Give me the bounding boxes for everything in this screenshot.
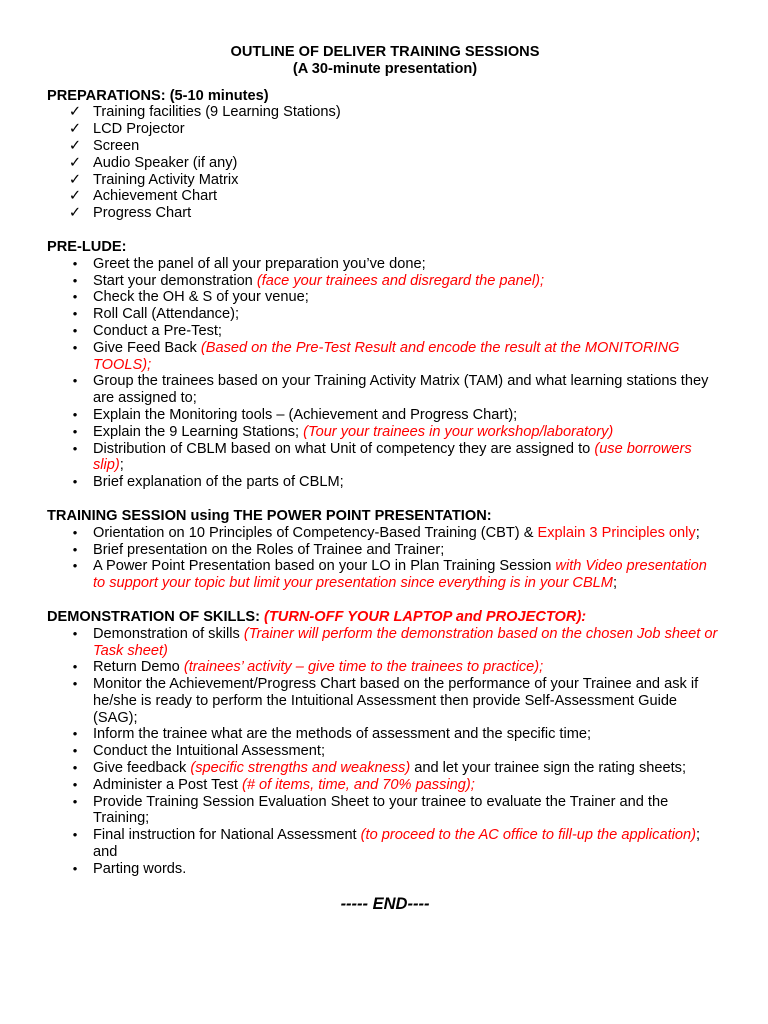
bullet-icon: • bbox=[72, 406, 78, 422]
bullet-icon: • bbox=[72, 827, 78, 843]
list-item-suffix: ; bbox=[119, 457, 124, 474]
list-item bbox=[47, 323, 723, 340]
list-item bbox=[47, 104, 723, 121]
list-item-text: Explain the Monitoring tools – (Achievement and Progress Chart); bbox=[93, 406, 518, 423]
list-item bbox=[47, 306, 723, 323]
list-item-text: Give feedback bbox=[93, 760, 191, 777]
bullet-icon: • bbox=[72, 423, 78, 439]
list-item-text: Greet the panel of all your preparation you’ve done; bbox=[93, 255, 426, 272]
bullet-icon: • bbox=[72, 726, 78, 742]
end-marker: ----- END---- bbox=[340, 894, 430, 913]
check-icon: ✓ bbox=[68, 188, 82, 205]
list-item bbox=[47, 726, 723, 743]
list-item bbox=[47, 155, 723, 172]
bullet-icon: • bbox=[72, 776, 78, 792]
document-subtitle: (A 30-minute presentation) bbox=[292, 60, 478, 77]
list-item bbox=[47, 676, 723, 726]
list-item bbox=[47, 373, 723, 407]
bullet-icon: • bbox=[72, 339, 78, 355]
list-item-text: Group the trainees based on your Training Activity Matrix (TAM) and what learning stations they are assigned to; bbox=[93, 373, 709, 407]
list-item bbox=[47, 441, 723, 475]
list-item-text: Audio Speaker (if any) bbox=[93, 154, 238, 171]
list-item bbox=[47, 407, 723, 424]
list-item bbox=[47, 794, 723, 828]
list-item bbox=[47, 188, 723, 205]
check-icon: ✓ bbox=[68, 104, 82, 121]
check-icon: ✓ bbox=[68, 171, 82, 188]
list-item-note: (use borrowers slip) bbox=[93, 440, 692, 474]
list-item bbox=[47, 138, 723, 155]
list-item-suffix: ; bbox=[695, 524, 700, 541]
bullet-icon: • bbox=[72, 289, 78, 305]
bullet-icon: • bbox=[72, 306, 78, 322]
list-item-note: with Video presentation to support your topic but limit your presentation since everything is in your CBLM bbox=[93, 558, 707, 592]
list-item bbox=[47, 626, 723, 660]
list-item-text: Start your demonstration bbox=[93, 272, 257, 289]
list-item-text: Progress Chart bbox=[93, 205, 192, 222]
bullet-icon: • bbox=[72, 558, 78, 574]
list-item-text: Return Demo bbox=[93, 659, 184, 676]
bullet-icon: • bbox=[72, 860, 78, 876]
list-item-text: Give Feed Back bbox=[93, 339, 201, 356]
bullet-icon: • bbox=[72, 541, 78, 557]
list-item-text: Check the OH & S of your venue; bbox=[93, 289, 309, 306]
list-item-text: Demonstration of skills bbox=[93, 625, 244, 642]
check-icon: ✓ bbox=[68, 137, 82, 154]
list-item bbox=[47, 474, 723, 491]
list-item bbox=[47, 273, 723, 290]
list-item-text: Inform the trainee what are the methods of assessment and the specific time; bbox=[93, 726, 592, 743]
list-item-text: Parting words. bbox=[93, 860, 187, 877]
list-item-suffix: ; and bbox=[93, 827, 701, 861]
list-item bbox=[47, 424, 723, 441]
list-item-text: Explain the 9 Learning Stations; bbox=[93, 423, 304, 440]
preparations-list bbox=[47, 104, 723, 222]
list-item-text: Final instruction for National Assessment bbox=[93, 827, 361, 844]
bullet-icon: • bbox=[72, 440, 78, 456]
list-item-text: Distribution of CBLM based on what Unit of competency they are assigned to bbox=[93, 440, 595, 457]
bullet-icon: • bbox=[72, 743, 78, 759]
list-item-note: (Tour your trainees in your workshop/laboratory) bbox=[303, 423, 614, 440]
bullet-icon: • bbox=[72, 659, 78, 675]
list-item-text: Orientation on 10 Principles of Competency-Based Training (CBT) & bbox=[93, 524, 538, 541]
list-item-note: (# of items, time, and 70% passing); bbox=[241, 776, 475, 793]
bullet-icon: • bbox=[72, 373, 78, 389]
prelude-heading: PRE-LUDE: bbox=[47, 238, 127, 255]
bullet-icon: • bbox=[72, 322, 78, 338]
list-item bbox=[47, 861, 723, 878]
list-item-text: Brief presentation on the Roles of Trainee and Trainer; bbox=[93, 541, 445, 558]
list-item bbox=[47, 777, 723, 794]
training-session-list bbox=[47, 525, 723, 592]
list-item-text: A Power Point Presentation based on your LO in Plan Training Session bbox=[93, 558, 556, 575]
preparations-heading: PREPARATIONS: (5-10 minutes) bbox=[47, 87, 269, 104]
prelude-list bbox=[47, 256, 723, 491]
demonstration-heading bbox=[47, 609, 723, 626]
list-item bbox=[47, 525, 723, 542]
list-item bbox=[47, 760, 723, 777]
list-item bbox=[47, 659, 723, 676]
list-item-suffix: and let your trainee sign the rating sheets; bbox=[410, 760, 687, 777]
list-item-text: Achievement Chart bbox=[93, 188, 218, 205]
list-item-note: (specific strengths and weakness) bbox=[190, 760, 411, 777]
list-item-text: Training Activity Matrix bbox=[93, 171, 239, 188]
list-item bbox=[47, 121, 723, 138]
list-item-text: LCD Projector bbox=[93, 121, 185, 138]
list-item-note: (trainees’ activity – give time to the trainees to practice); bbox=[183, 659, 544, 676]
bullet-icon: • bbox=[72, 793, 78, 809]
list-item-note: (to proceed to the AC office to fill-up the application) bbox=[360, 827, 696, 844]
list-item-suffix: ; bbox=[612, 575, 618, 592]
demonstration-list bbox=[47, 626, 723, 878]
list-item-text: Brief explanation of the parts of CBLM; bbox=[93, 474, 344, 491]
list-item bbox=[47, 827, 723, 861]
list-item bbox=[47, 256, 723, 273]
check-icon: ✓ bbox=[68, 121, 82, 138]
list-item-text: Conduct the Intuitional Assessment; bbox=[93, 743, 326, 760]
list-item-text: Roll Call (Attendance); bbox=[93, 306, 240, 323]
list-item-text: Administer a Post Test bbox=[93, 776, 242, 793]
demonstration-heading-text: DEMONSTRATION OF SKILLS: bbox=[47, 608, 265, 625]
bullet-icon: • bbox=[72, 676, 78, 692]
list-item bbox=[47, 172, 723, 189]
training-session-heading: TRAINING SESSION using THE POWER POINT PRESENTATION: bbox=[47, 507, 492, 524]
demonstration-heading-note: (TURN-OFF YOUR LAPTOP and PROJECTOR): bbox=[264, 608, 587, 625]
bullet-icon: • bbox=[72, 760, 78, 776]
list-item-text: Screen bbox=[93, 137, 140, 154]
bullet-icon: • bbox=[72, 625, 78, 641]
list-item-text: Training facilities (9 Learning Stations) bbox=[93, 104, 341, 121]
bullet-icon: • bbox=[72, 272, 78, 288]
list-item-text: Conduct a Pre-Test; bbox=[93, 322, 222, 339]
list-item-note: (Trainer will perform the demonstration based on the chosen Job sheet or Task sheet) bbox=[93, 625, 718, 659]
check-icon: ✓ bbox=[68, 154, 82, 171]
bullet-icon: • bbox=[72, 474, 78, 490]
list-item-text: Monitor the Achievement/Progress Chart based on the performance of your Trainee and ask if he/she is ready to perform the Intuitional Assessment then provide Self-Assessment Guide (SAG); bbox=[93, 676, 699, 726]
list-item-text: Provide Training Session Evaluation Sheet to your trainee to evaluate the Trainer and the Training; bbox=[93, 793, 669, 827]
list-item bbox=[47, 542, 723, 559]
list-item-note: Explain 3 Principles only bbox=[537, 524, 696, 541]
list-item-note: (face your trainees and disregard the panel); bbox=[256, 272, 545, 289]
list-item bbox=[47, 205, 723, 222]
list-item bbox=[47, 558, 723, 592]
check-icon: ✓ bbox=[68, 205, 82, 222]
document-title: OUTLINE OF DELIVER TRAINING SESSIONS bbox=[230, 44, 540, 60]
list-item bbox=[47, 289, 723, 306]
bullet-icon: • bbox=[72, 255, 78, 271]
list-item bbox=[47, 340, 723, 374]
list-item bbox=[47, 743, 723, 760]
bullet-icon: • bbox=[72, 524, 78, 540]
list-item-note: (Based on the Pre-Test Result and encode the result at the MONITORING TOOLS); bbox=[93, 339, 680, 373]
